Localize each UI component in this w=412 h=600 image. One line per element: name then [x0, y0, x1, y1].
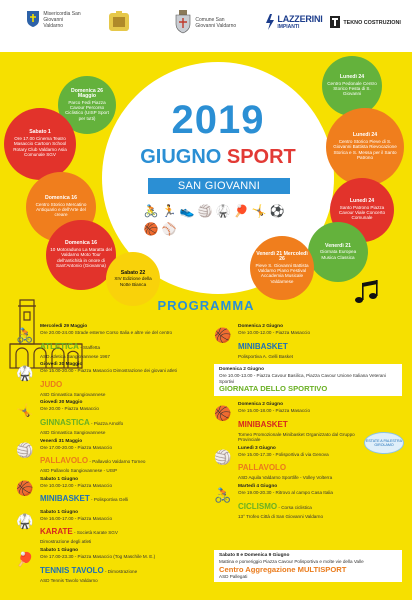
hero-year: 2019 [171, 98, 265, 142]
cycling-icon: 🚴 [143, 204, 159, 218]
program-event-boxed [214, 550, 402, 582]
event-date: Lunedì 3 Giugno [238, 445, 276, 451]
program-right-column-2 [212, 402, 404, 522]
basketball-icon: 🏀 [143, 222, 159, 236]
event-bubble-text: XIV Edizione della Notte Bianca [114, 276, 152, 287]
event-bubble-text: 10 Motoraduno La Maratta del Valdarno Moto Tour dell'antichità in onore di Sant'Antonio (Giovanna) [50, 246, 112, 269]
cycling-icon: 🚴 [214, 486, 232, 503]
event-info: Ore 10.00-12.00 - Piazza Masaccio [40, 482, 113, 488]
event-suffix: - Dimostrazione [103, 568, 138, 574]
event-suffix: - Piazza Arnolfo [89, 420, 124, 426]
tekno-logo-icon [330, 16, 340, 30]
event-bubble [4, 108, 76, 180]
event-org: ASD Ginnastica Sangiovannese [40, 391, 106, 397]
event-name: MINIBASKET [40, 494, 90, 504]
event-suffix: - Società Karate SGV [72, 530, 118, 536]
sponsor-crest [108, 10, 132, 36]
sponsor-comune-label: Comune San Giovanni Valdarno [195, 17, 237, 29]
event-date: Sabato 1 Giugno [40, 509, 79, 515]
sponsor-lazzerini [266, 14, 323, 32]
event-bubble-title: Domenica 16 [44, 195, 77, 202]
event-bubble-title: Lunedì 24 [339, 74, 365, 81]
event-bubble [322, 56, 382, 116]
event-info: Ore 15.00-18.00 - Piazza Masaccio [238, 408, 311, 413]
event-suffix: - Corsa ciclistica [277, 504, 312, 510]
event-name: MINIBASKET [238, 419, 288, 429]
event-info: Ore 19.00-20.30 - Ritrovo al campo Casa Italia [238, 489, 333, 495]
program-event [212, 484, 404, 519]
event-date: Giovedì 30 Maggio [40, 400, 83, 406]
program-event [212, 324, 404, 359]
event-bubble-title: Sabato 1 [29, 129, 51, 136]
event-date: Domenica 2 Giugno [238, 402, 284, 407]
basketball-icon: 🏀 [214, 405, 232, 421]
event-suffix: - Polisportiva Gelli [89, 497, 129, 503]
event-name: GINNASTICA [40, 417, 90, 427]
event-org: ASD Ginnastica Sangiovannese [40, 429, 106, 435]
event-name: MINIBASKET [238, 341, 288, 351]
poster-body [0, 52, 412, 600]
basketball-icon: 🏀 [16, 479, 34, 496]
program-right-column [212, 324, 404, 362]
event-bubble-title: Domenica 26 Maggio [70, 87, 103, 100]
event-name: TENNIS TAVOLO [40, 565, 104, 575]
event-org: ASD Pallavolo Sangiovannese - UISP [40, 468, 118, 474]
sponsor-lazzerini-text [277, 16, 322, 30]
gym-icon: 🤸 [251, 204, 267, 218]
event-bubble [250, 236, 314, 300]
program-event [14, 510, 202, 545]
sponsor-lazzerini-sub: IMPIANTI [277, 24, 300, 30]
program-left-column [14, 324, 202, 586]
event-bubble-text: Santo Patrono Piazza Cavour Viale Concerto Comunale [338, 204, 386, 221]
event-name: PALLAVOLO [238, 463, 287, 473]
program-event [14, 324, 202, 359]
crest-icon [108, 10, 130, 36]
program-event [14, 477, 202, 507]
event-org: ASD Aquila Valdarno Sportlife - Volley Volterra [238, 475, 333, 481]
event-date: Venerdì 31 Maggio [40, 438, 83, 444]
volleyball-icon: 🏐 [16, 441, 34, 458]
event-info: Ore 17.00-23.30 - Piazza Masaccio (Tog Maschile M. E.) [40, 553, 156, 559]
ball-icon: ⚾ [161, 222, 177, 236]
event-date: Sabato 1 Giugno [40, 476, 79, 482]
event-org: Dimostrazione degli atleti [40, 539, 92, 545]
event-bubble-text: Pieve S. Giovanni Battista Valdarno Piano Festival Accademia Musicale Valdarnese [255, 262, 309, 284]
event-bubble-text: Centro Storico Pieve di S. Giovanni Battista Rievocazione Storica e S. Messa per il Santo Patrono [333, 138, 397, 161]
event-info: Mattina e pomeriggio Piazza Cavour Polisportiva e molte vie della Valle [219, 559, 364, 564]
program-event [14, 548, 202, 583]
event-info: Ore 17.00-20.00 - Piazza Masaccio [40, 444, 113, 450]
event-name: JUDO [40, 379, 63, 389]
event-bubble-text: Giornata Europea Musica Classica [319, 249, 357, 260]
event-date: Martedì 4 Giugno [238, 483, 278, 489]
event-date: Giovedì 30 Maggio [40, 362, 83, 368]
program-event-boxed [214, 364, 402, 396]
program-event [14, 362, 202, 397]
sponsor-logos-bar [0, 0, 412, 52]
lazzerini-logo-icon [266, 14, 274, 32]
event-name: CICLISMO [238, 501, 278, 511]
comune-crest-icon [174, 10, 192, 36]
event-date: Sabato 1 Giugno [40, 547, 79, 553]
sponsor-lazzerini-label: LAZZERINI [277, 14, 323, 24]
event-org: 13° Trofeo Città di San Giovanni Valdarno [238, 513, 323, 519]
volleyball-icon: 🏐 [197, 204, 213, 218]
event-info: Ore 15.00-17.30 - Polisportiva di via Genova [238, 451, 329, 457]
event-info: Ore 20.00-24.00 Strade esterne Corso Italia e altre vie del centro [40, 330, 173, 335]
event-bubble-title: Venerdì 21 [325, 242, 351, 249]
hero-title [102, 146, 334, 169]
program-event [14, 439, 202, 474]
event-date: Mercoledì 29 Maggio [40, 324, 88, 329]
event-info: Ore 15.00-20.00 - Piazza Masaccio Dimostrazione dei giovani atleti [40, 368, 177, 374]
event-bubble-title: Lunedì 24 [349, 198, 375, 205]
event-date: Domenica 2 Giugno [219, 367, 265, 372]
volleyball-icon: 🏐 [214, 448, 232, 465]
sponsor-tekno [330, 16, 401, 30]
karate-icon: 🥋 [215, 204, 231, 218]
event-name: Centro Aggregazione MULTISPORT [219, 564, 347, 574]
event-name: PALLAVOLO [40, 456, 89, 466]
program-event [14, 400, 202, 435]
event-info: Ore 20.00 - Piazza Masaccio [40, 406, 99, 412]
karate-icon: 🥋 [16, 512, 34, 529]
event-date: Sabato 8 e Domenica 9 Giugno [219, 553, 290, 558]
event-name: GIORNATA DELLO SPORTIVO [219, 384, 328, 394]
event-bubble-title: Venerdì 21 Mercoledì 26 [256, 250, 308, 263]
event-org: ASD Tennis Tavolo Valdarno [40, 577, 98, 583]
tennis-icon: 🏓 [233, 204, 249, 218]
programma-title: PROGRAMMA [157, 298, 255, 313]
event-date: Domenica 2 Giugno [238, 324, 284, 329]
sponsor-comune [174, 10, 237, 36]
tennis-icon: 🏓 [16, 550, 34, 567]
runner-icon: 🏃 [161, 204, 177, 218]
hero-band: SAN GIOVANNI VALDARNO [148, 178, 290, 194]
event-suffix: - Staffetta [78, 344, 101, 350]
cycling-icon: 🚴 [16, 327, 34, 343]
basketball-icon: 🏀 [214, 327, 232, 343]
event-org: ASD Atletica Sangiovannese 1967 [40, 353, 110, 359]
sponsor-misericordia [26, 10, 83, 30]
event-bubble [326, 108, 404, 186]
event-bubble-text: Centro Pedonale Centro Storico Festa di S. Giovanni [327, 80, 377, 97]
event-info: Ore 10.00-12.00 - Piazza Masaccio [238, 330, 311, 335]
judo-icon: 🥋 [16, 365, 34, 382]
misericordia-shield-icon [26, 10, 40, 30]
summer-gym-badge: ESTATE A PALESTRA GIROLAMO [364, 432, 404, 454]
hero-sport-icons [142, 202, 298, 238]
football-icon: ⚽ [269, 204, 285, 218]
event-bubble [308, 222, 368, 282]
hero-title-b: SPORT [226, 146, 296, 168]
event-suffix: - Pallavolo Valdarno Torneo [88, 459, 146, 465]
event-bubble-text: Parco Fedi Piazza Cavour Percorso Ciclistico (UISP Sport per tutti) [65, 99, 109, 121]
gymnast-icon: 🤸 [16, 403, 34, 420]
sponsor-misericordia-label: Misericordia San Giovanni Valdarno [43, 11, 81, 29]
event-info: Ore 16.00-17.00 - Piazza Masaccio [40, 515, 113, 521]
event-info: Ore 10.00-13.00 - Piazza Cavour Basilica, Piazza Cavour Unione Italiana Veterani Sportivi [219, 373, 386, 384]
event-bubble-title: Domenica 16 [64, 240, 97, 247]
hero-title-a: GIUGNO [140, 146, 227, 168]
event-org: ASD Pallegati [219, 573, 248, 579]
event-name: KARATE [40, 527, 73, 537]
event-bubble-title: Lunedì 24 [352, 132, 378, 139]
shoe-icon: 👟 [179, 204, 195, 218]
event-bubble-title: Sabato 22 [120, 269, 146, 276]
event-name: ATLETICA [40, 341, 79, 351]
event-org: Torneo Promozionale Minibasket Organizzato dal Gruppo Provinciale [238, 431, 355, 443]
sponsor-tekno-label: TEKNO COSTRUZIONI [343, 20, 401, 26]
event-bubble-text: Ore 17.00 Cinema Teatro Masaccio Cartoon School Rotary Club Valdarno Asia Comunale SGV [13, 135, 67, 158]
event-bubble-text: Centro Storico Mercatino Antiquario e dell'Arte del creare [35, 201, 87, 218]
event-org: Polisportiva A. Gelli Basket [238, 353, 293, 359]
